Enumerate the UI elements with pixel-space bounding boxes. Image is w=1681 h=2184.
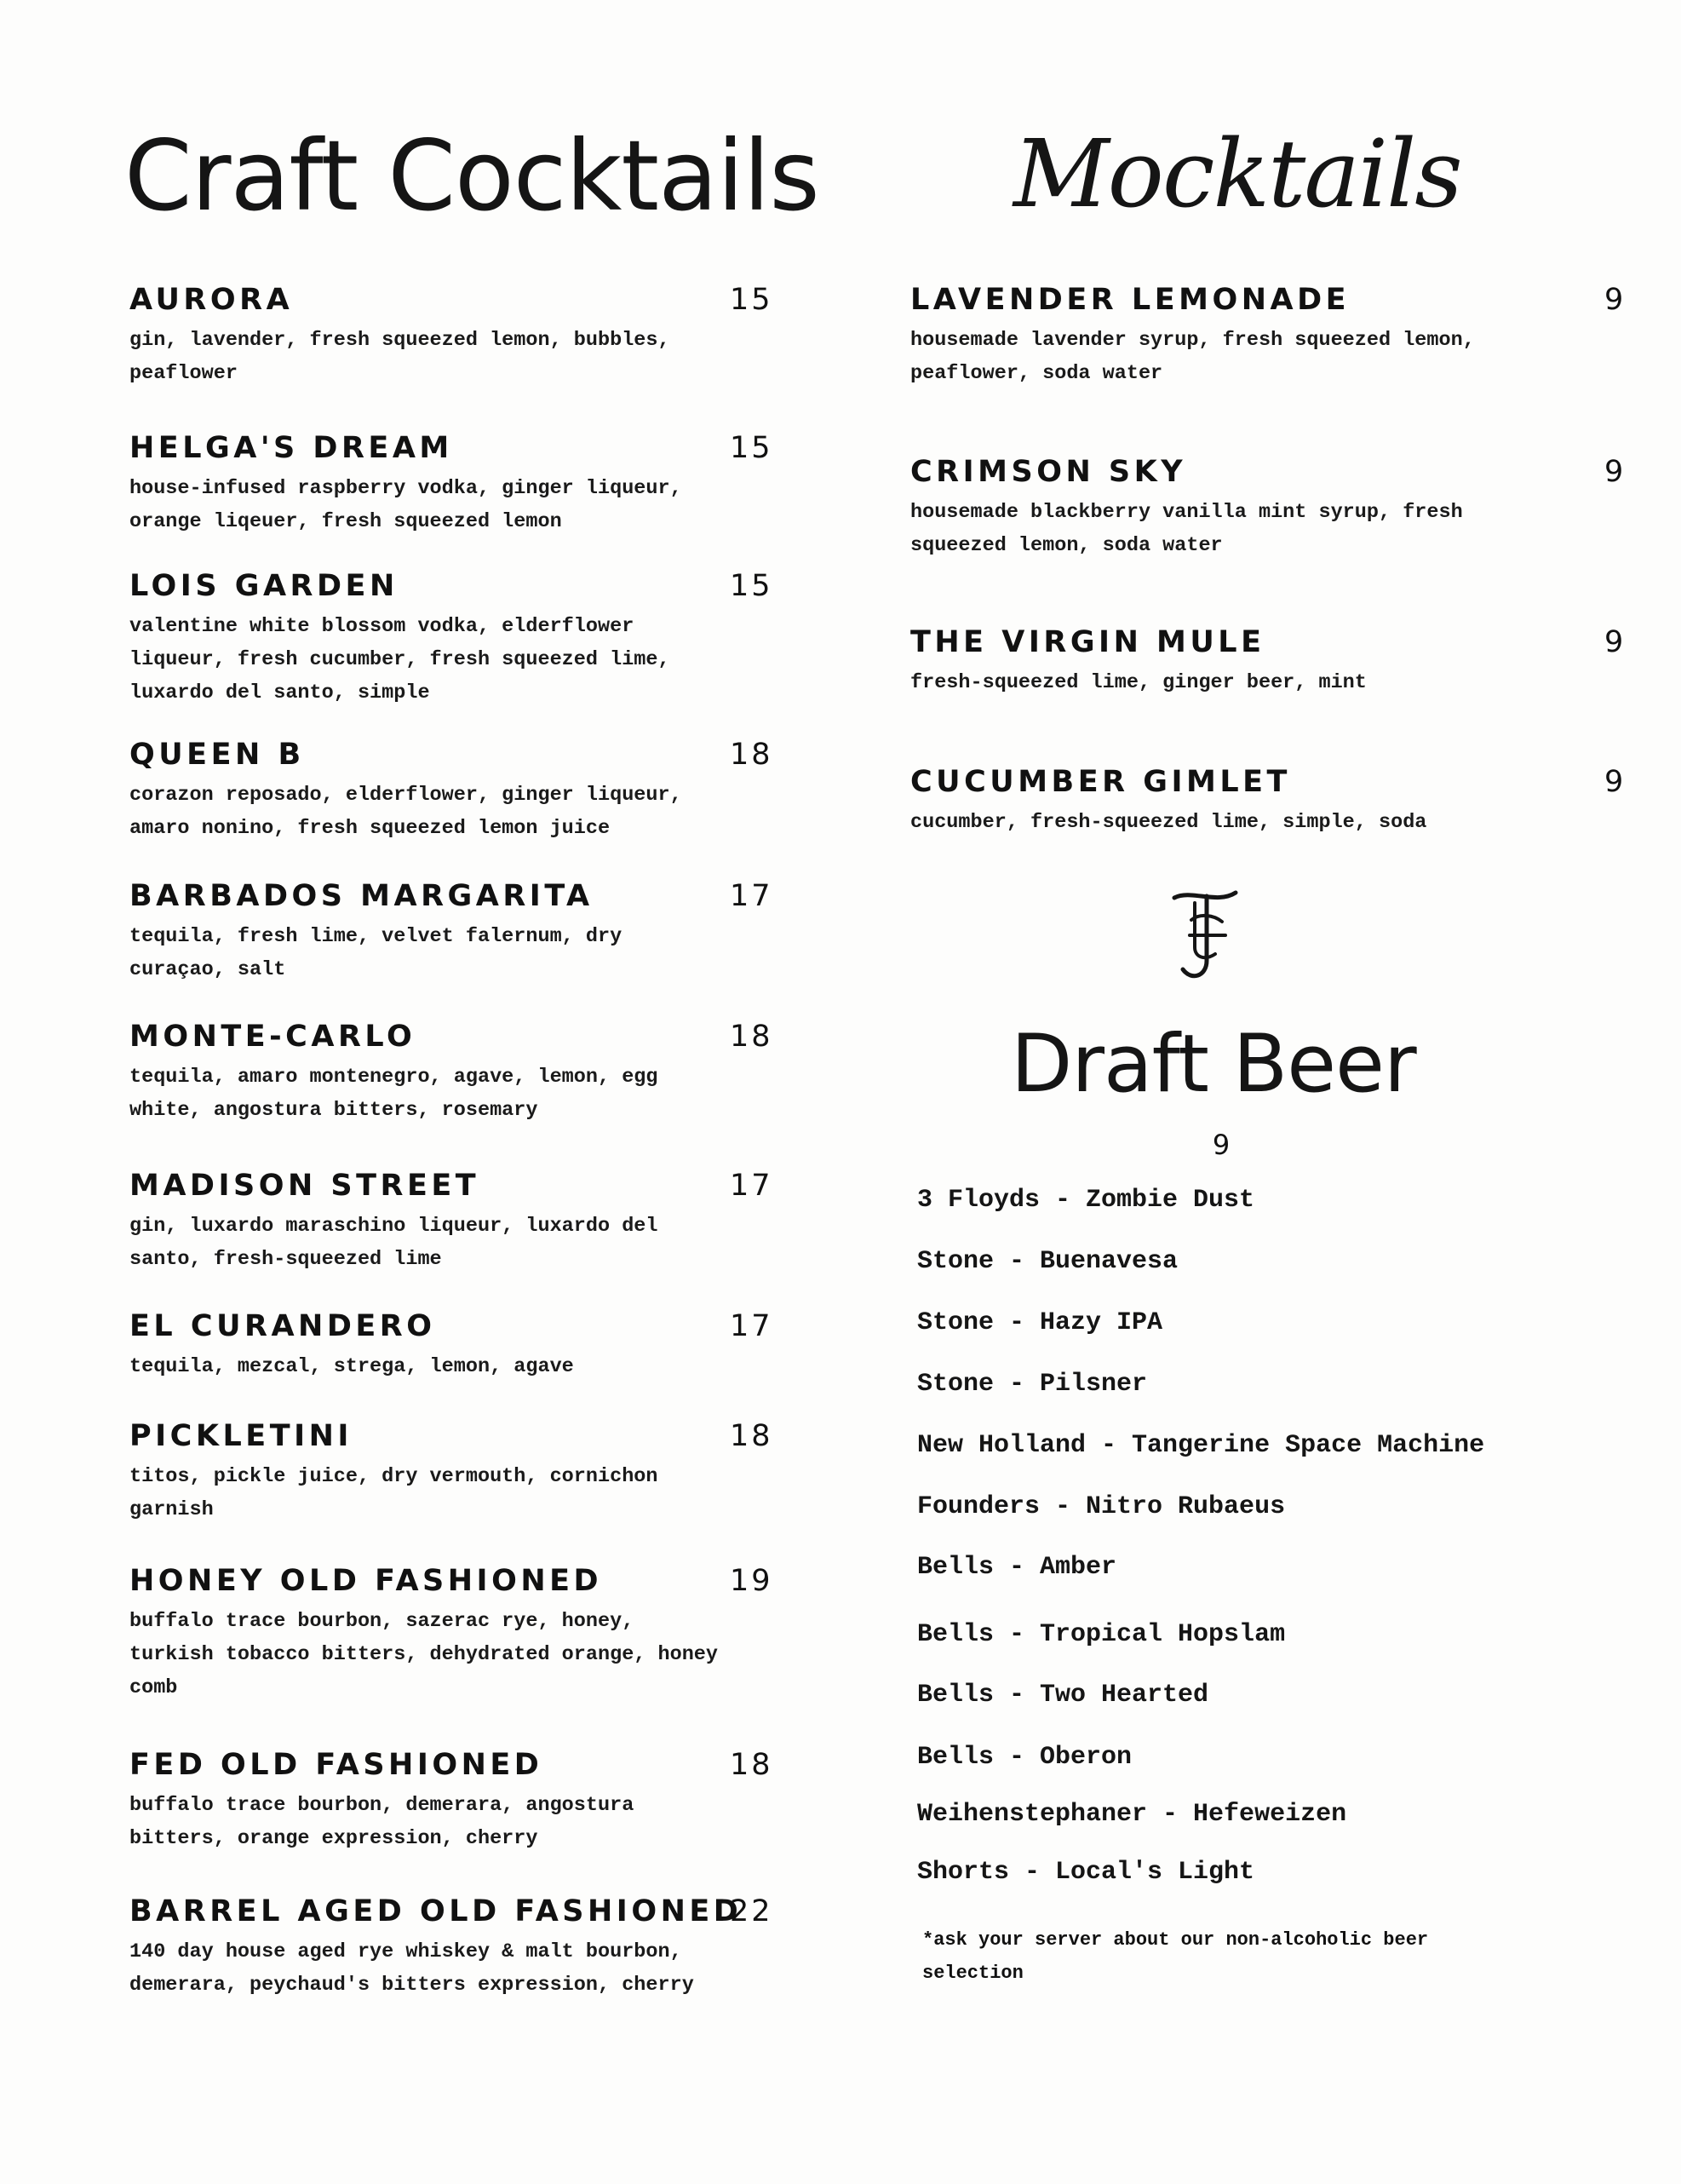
beer-list-item: Bells - Oberon	[917, 1743, 1133, 1772]
mocktail-name: THE VIRGIN MULE	[910, 625, 1265, 659]
cocktail-price: 17	[730, 1309, 773, 1343]
beer-list-item: Bells - Amber	[917, 1553, 1117, 1582]
cocktail-item	[129, 877, 773, 986]
cocktail-item	[129, 1562, 773, 1704]
cocktail-name: AURORA	[129, 283, 294, 317]
craft-cocktails-title: Craft Cocktails	[124, 119, 819, 233]
draft-beer-price: 9	[1212, 1129, 1231, 1161]
cocktail-description: gin, lavender, fresh squeezed lemon, bubbles, peaflower	[129, 329, 670, 385]
beer-list-item: Bells - Tropical Hopslam	[917, 1620, 1286, 1649]
mocktail-name: LAVENDER LEMONADE	[910, 283, 1351, 317]
cocktail-price: 15	[730, 569, 773, 603]
cocktail-name: HELGA'S DREAM	[129, 431, 453, 465]
cocktail-description: 140 day house aged rye whiskey & malt bourbon, demerara, peychaud's bitters expression, cherry	[129, 1940, 694, 1997]
cocktail-price: 17	[730, 1169, 773, 1203]
cocktail-item	[129, 281, 773, 390]
cocktail-description: tequila, fresh lime, velvet falernum, dry curaçao, salt	[129, 925, 622, 981]
cocktail-item	[129, 1167, 773, 1276]
beer-list-item: New Holland - Tangerine Space Machine	[917, 1431, 1485, 1460]
mocktail-price: 9	[1604, 625, 1626, 659]
cocktail-description: corazon reposado, elderflower, ginger liqueur, amaro nonino, fresh squeezed lemon juice	[129, 784, 682, 840]
cocktail-item	[129, 1746, 773, 1855]
cocktail-description: tequila, mezcal, strega, lemon, agave	[129, 1355, 574, 1378]
beer-list-item: Stone - Buenavesa	[917, 1247, 1179, 1276]
beer-list-item: Founders - Nitro Rubaeus	[917, 1492, 1286, 1521]
draft-beer-title: Draft Beer	[1011, 1018, 1416, 1111]
cocktail-price: 18	[730, 1419, 773, 1453]
beer-list-item: Stone - Hazy IPA	[917, 1308, 1163, 1337]
mocktail-item	[910, 624, 1626, 699]
cocktail-price: 18	[730, 1748, 773, 1782]
cocktail-name: LOIS GARDEN	[129, 569, 399, 603]
cocktail-item	[129, 1417, 773, 1526]
mocktail-name: CRIMSON SKY	[910, 455, 1187, 489]
cocktail-name: EL CURANDERO	[129, 1309, 436, 1343]
mocktail-description: housemade lavender syrup, fresh squeezed lemon, peaflower, soda water	[910, 329, 1475, 385]
cocktail-description: tequila, amaro montenegro, agave, lemon, egg white, angostura bitters, rosemary	[129, 1066, 658, 1122]
cocktail-price: 15	[730, 283, 773, 317]
mocktail-item	[910, 453, 1626, 562]
cocktail-name: BARBADOS MARGARITA	[129, 879, 594, 913]
cocktail-name: MONTE-CARLO	[129, 1020, 416, 1054]
non-alcoholic-note: *ask your server about our non-alcoholic beer selection	[922, 1929, 1429, 1984]
cocktail-description: buffalo trace bourbon, sazerac rye, honey, turkish tobacco bitters, dehydrated orange, honey comb	[129, 1610, 719, 1699]
cocktail-item	[129, 567, 773, 710]
cocktail-item	[129, 1018, 773, 1127]
cocktail-description: house-infused raspberry vodka, ginger liqueur, orange liqeuer, fresh squeezed lemon	[129, 477, 682, 533]
cocktail-name: FED OLD FASHIONED	[129, 1748, 543, 1782]
mocktail-price: 9	[1604, 283, 1626, 317]
monogram-logo-icon	[1166, 886, 1242, 988]
cocktail-name: PICKLETINI	[129, 1419, 353, 1453]
beer-list-item: Bells - Two Hearted	[917, 1681, 1209, 1710]
beer-list-item: Shorts - Local's Light	[917, 1858, 1255, 1887]
cocktail-price: 15	[730, 431, 773, 465]
cocktail-price: 22	[730, 1894, 773, 1928]
cocktail-description: valentine white blossom vodka, elderflower liqueur, fresh cucumber, fresh squeezed lime, luxardo del santo, simple	[129, 615, 670, 704]
cocktail-name: QUEEN B	[129, 738, 305, 772]
cocktail-price: 18	[730, 1020, 773, 1054]
mocktail-price: 9	[1604, 765, 1626, 799]
cocktail-item	[129, 1893, 773, 2002]
cocktail-name: BARREL AGED OLD FASHIONED	[129, 1894, 743, 1928]
mocktails-title: Mocktails	[1013, 119, 1461, 228]
cocktail-name: HONEY OLD FASHIONED	[129, 1564, 603, 1598]
beer-list-item: Stone - Pilsner	[917, 1370, 1148, 1399]
cocktail-item	[129, 736, 773, 845]
cocktail-description: gin, luxardo maraschino liqueur, luxardo del santo, fresh-squeezed lime	[129, 1215, 658, 1271]
cocktail-description: buffalo trace bourbon, demerara, angostura bitters, orange expression, cherry	[129, 1794, 634, 1850]
cocktail-name: MADISON STREET	[129, 1169, 480, 1203]
cocktail-item	[129, 1308, 773, 1383]
mocktail-description: housemade blackberry vanilla mint syrup, fresh squeezed lemon, soda water	[910, 501, 1463, 557]
mocktail-item	[910, 281, 1626, 390]
mocktail-name: CUCUMBER GIMLET	[910, 765, 1291, 799]
cocktail-price: 19	[730, 1564, 773, 1598]
mocktail-description: fresh-squeezed lime, ginger beer, mint	[910, 671, 1367, 694]
mocktail-price: 9	[1604, 455, 1626, 489]
mocktail-description: cucumber, fresh-squeezed lime, simple, soda	[910, 811, 1427, 834]
cocktail-item	[129, 429, 773, 538]
cocktail-price: 17	[730, 879, 773, 913]
mocktail-item	[910, 763, 1626, 839]
beer-list-item: Weihenstephaner - Hefeweizen	[917, 1800, 1347, 1829]
beer-list-item: 3 Floyds - Zombie Dust	[917, 1186, 1255, 1215]
cocktail-description: titos, pickle juice, dry vermouth, cornichon garnish	[129, 1465, 658, 1521]
cocktail-price: 18	[730, 738, 773, 772]
